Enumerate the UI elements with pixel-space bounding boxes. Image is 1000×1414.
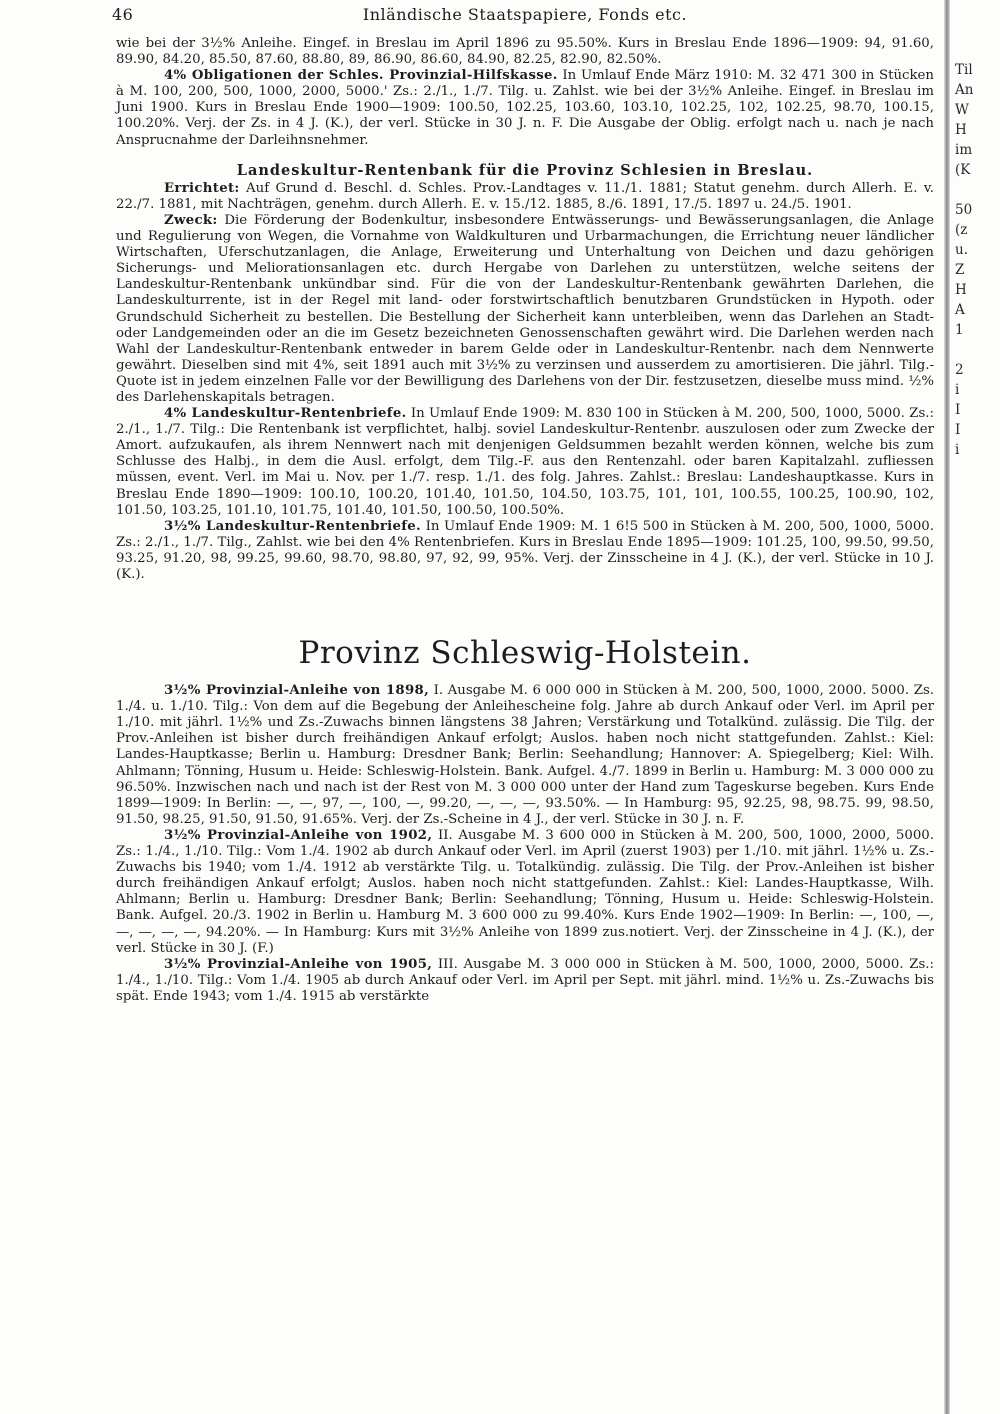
adjacent-page-line: W bbox=[955, 102, 969, 118]
adjacent-page-line: 2 bbox=[955, 362, 964, 378]
adjacent-page-line: i bbox=[955, 382, 960, 398]
zweck-paragraph bbox=[116, 213, 934, 406]
anleihe-1902-paragraph bbox=[116, 828, 934, 957]
adjacent-page-line bbox=[955, 180, 1000, 200]
adjacent-page-line: im bbox=[955, 142, 973, 158]
rentenbriefe-35-text: In Umlauf Ende 1909: M. 1 6!5 500 in Stücken à M. 200, 500, 1000, 5000. Zs.: 2./1., 1./7. Tilg., Zahlst. wie bei den 4% Rentenbriefen. Kurs in Breslau Ende 1895—1909: 101.25, 100, 99.50, 99.50, 93.25, 91.20, 98, 99.25, 99.60, 98.70, 98.80, 97, 92, 99, 95%. Verj. der Zinsscheine in 4 J. (K.), der verl. Stücke in 10 J. (K.). bbox=[116, 518, 934, 582]
zweck-label: Zweck: bbox=[164, 212, 218, 228]
anleihe-1905-paragraph bbox=[116, 957, 934, 1005]
adjacent-page-line: H bbox=[955, 122, 967, 138]
obligationen-paragraph bbox=[116, 68, 934, 148]
rentenbriefe-35-title: 3½% Landeskultur-Rentenbriefe. bbox=[164, 518, 421, 534]
adjacent-page-line: A bbox=[955, 302, 965, 318]
adjacent-page-line: u. bbox=[955, 242, 968, 258]
adjacent-page-line bbox=[955, 340, 1000, 360]
anleihe-1902-title: 3½% Provinzial-Anleihe von 1902, bbox=[164, 827, 433, 843]
adjacent-page-line: 1 bbox=[955, 322, 964, 338]
adjacent-page-line: (z bbox=[955, 222, 968, 238]
landeskultur-heading: Landeskultur-Rentenbank für die Provinz Schlesien in Breslau. bbox=[236, 161, 814, 179]
adjacent-page-line: I bbox=[955, 402, 961, 418]
errichtet-text: Auf Grund d. Beschl. d. Schles. Prov.-Landtages v. 11./1. 1881; Statut genehm. durch Allerh. E. v. 22./7. 1881, mit Nachträgen, genehm. durch Allerh. E. v. 15./12. 1885, 8./6. 1891, 17./5. 1897 u. 24./5. 1901. bbox=[116, 180, 934, 212]
errichtet-label: Errichtet: bbox=[164, 180, 240, 196]
anleihe-1905-text: III. Ausgabe M. 3 000 000 in Stücken à M. 500, 1000, 2000, 5000. Zs.: 1./4., 1./10. Tilg.: Vom 1./4. 1905 ab durch Ankauf oder Verl. im April per Sept. mit jährl. mind. 1½% u. Zs.-Zuwachs bis spät. Ende 1943; vom 1./4. 1915 ab verstärkte bbox=[116, 956, 934, 1004]
anleihe-1898-title: 3½% Provinzial-Anleihe von 1898, bbox=[164, 683, 430, 699]
province-heading: Provinz Schleswig-Holstein. bbox=[298, 635, 752, 672]
adjacent-page-line: H bbox=[955, 282, 967, 298]
adjacent-page-line: i bbox=[955, 442, 960, 458]
adjacent-page-line: 50 bbox=[955, 202, 973, 218]
rentenbriefe-4-paragraph bbox=[116, 406, 934, 519]
adjacent-page-line: I bbox=[955, 422, 961, 438]
adjacent-page-line: An bbox=[955, 82, 974, 98]
rentenbriefe-35-paragraph bbox=[116, 519, 934, 583]
book-gutter bbox=[944, 0, 950, 1414]
adjacent-page-line: (K bbox=[955, 162, 971, 178]
adjacent-page-line: Til bbox=[955, 62, 973, 78]
running-head bbox=[112, 5, 938, 29]
anleihe-1902-text: II. Ausgabe M. 3 600 000 in Stücken à M. 200, 500, 1000, 2000, 5000. Zs.: 1./4., 1./10. Tilg.: Vom 1./4. 1902 ab durch Ankauf oder Verl. im April (zuerst 1903) per 1./10. mit jährl. 1½% u. Zs.-Zuwachs bis 1940; vom 1./4. 1912 ab verstärkte Tilg. u. Totalkündig. zulässig. Die Tilg. der Prov.-Anleihen ist bisher durch freihändigen Ankauf erfolgt; Auslos. haben noch nicht stattgefunden. Zahlst.: Kiel: Landes-Hauptkasse, Wilh. Ahlmann; Berlin u. Hamburg: Dresdner Bank; Berlin: Seehandlung; Tönning, Husum u. Heide: Schleswig-Holstein. Bank. Aufgel. 20./3. 1902 in Berlin u. Hamburg M. 3 600 000 zu 99.40%. Kurs Ende 1902—1909: In Berlin: —, 100, —, —, —, —, —, 94.20%. — In Hamburg: Kurs mit 3½% Anleihe von 1899 zus.notiert. Verj. der Zinsscheine in 4 J. (K.), der verl. Stücke in 30 J. (F.) bbox=[116, 827, 934, 956]
rentenbriefe-4-text: In Umlauf Ende 1909: M. 830 100 in Stücken à M. 200, 500, 1000, 5000. Zs.: 2./1., 1./7. Tilg.: Die Rentenbank ist verpflichtet, halbj. soviel Landeskultur-Rentenbr. auszulosen oder zum Zwecke der Amort. aufzukaufen, als ihrem Nennwert nach mit denjenigen Geldsummen bezahlt werden können, welche bis zum Schlusse des Halbj., in dem die Ausl. erfolgt, dem Tilg.-F. aus den Rentenzahl. oder baren Kapitalzahl. zufliessen müssen, event. Verl. im Mai u. Nov. per 1./7. resp. 1./1. des folg. Jahres. Zahlst.: Breslau: Landeshauptkasse. Kurs in Breslau Ende 1890—1909: 100.10, 100.20, 101.40, 101.50, 104.50, 103.75, 101, 101, 100.55, 100.25, 100.90, 102, 101.50, 103.25, 101.10, 101.75, 101.40, 101.50, 100.50, 100.50%. bbox=[116, 406, 934, 518]
anleihe-1905-title: 3½% Provinzial-Anleihe von 1905, bbox=[164, 956, 433, 972]
adjacent-page-line: Z bbox=[955, 262, 965, 278]
zweck-text: Die Förderung der Bodenkultur, insbesondere Entwässerungs- und Bewässerungsanlagen, die Anlage und Regulierung von Wegen, die Vornahme von Waldkulturen und Urbarmachungen, die Errichtung neuer ländlicher Wirtschaften, Uferschutzanlagen, die Anlage, Erweiterung und Unterhaltung von Deichen und dazu gehörigen Sicherungs- und Meliorationsanlagen etc. durch Hergabe von Darlehen zu unterstützen, welche seitens der Landeskultur-Rentenbank unkündbar sind. Für die von der Landeskultur-Rentenbank gewährten Darlehen, die Landeskulturrente, ist in der Regel mit land- oder forstwirtschaftlich benutzbaren Grundstücken in Hypoth. oder Grundschuld Sicherheit zu bestellen. Die Bestellung der Sicherheit kann unterbleiben, wenn das Darlehen an Stadt- oder Landgemeinden oder an die im Gesetz bezeichneten Genossenschaften gewährt wird. Die Darlehen werden nach Wahl der Landeskultur-Rentenbank entweder in barem Gelde oder in Landeskultur-Rentenbr. nach dem Nennwerte gewährt. Dieselben sind mit 4%, seit 1891 auch mit 3½% zu verzinsen und ausserdem zu amortisieren. Die jährl. Tilg.-Quote ist in jedem einzelnen Falle vor der Bewilligung des Darlehens von der Dir. festzusetzen, dieselbe muss mind. ½% des Darlehenskapitals betragen. bbox=[116, 212, 934, 405]
running-title: Inländische Staatspapiere, Fonds etc. bbox=[362, 5, 688, 24]
errichtet-paragraph bbox=[116, 181, 934, 213]
continued-paragraph: wie bei der 3½% Anleihe. Eingef. in Breslau im April 1896 zu 95.50%. Kurs in Breslau Ende 1896—1909: 94, 91.60, 89.90, 84.20, 85.50, 87.60, 88.80, 89, 86.90, 86.60, 84.90, 82.25, 82.90, 82.50%. bbox=[116, 36, 934, 68]
anleihe-1898-text: I. Ausgabe M. 6 000 000 in Stücken à M. 200, 500, 1000, 2000. 5000. Zs. 1./4. u. 1./10. Tilg.: Von dem auf die Begebung der Anleihescheine folg. Jahre ab durch Ankauf oder Verl. im April per 1./10. mit jährl. 1½% und Zs.-Zuwachs binnen längstens 38 Jahren; Verstärkung und Totalkünd. zulässig. Die Tilg. der Prov.-Anleihen ist bisher durch freihändigen Ankauf erfolgt; Auslos. haben noch nicht stattgefunden. Zahlst.: Kiel: Landes-Hauptkasse; Berlin u. Hamburg: Dresdner Bank; Berlin: Seehandlung; Hannover: A. Spiegelberg; Kiel: Wilh. Ahlmann; Tönning, Husum u. Heide: Schleswig-Holstein. Bank. Aufgel. 4./7. 1899 in Berlin u. Hamburg: M. 3 000 000 zu 96.50%. Inzwischen nach und nach ist der Rest von M. 3 000 000 unter der Hand zum Tageskurse begeben. Kurs Ende 1899—1909: In Berlin: —, —, 97, —, 100, —, 99.20, —, —, —, 93.50%. — In Hamburg: 95, 92.25, 98, 98.75. 99, 98.50, 91.50, 98.25, 91.50, 91.50, 91.65%. Verj. der Zs.-Scheine in 4 J., der verl. Stücke in 30 J. n. F. bbox=[116, 683, 934, 827]
main-column bbox=[116, 36, 934, 1005]
rentenbriefe-4-title: 4% Landeskultur-Rentenbriefe. bbox=[164, 406, 407, 422]
obligationen-text: In Umlauf Ende März 1910: M. 32 471 300 in Stücken à M. 100, 200, 500, 1000, 2000, 5000.' Zs.: 2./1., 1./7. Tilg. u. Zahlst. wie bei der 3½% Anleihe. Eingef. in Breslau im Juni 1900. Kurs in Breslau Ende 1900—1909: 100.50, 102.25, 103.60, 103.10, 102.25, 102, 102.25, 98.70, 100.15, 100.20%. Verj. der Zs. in 4 J. (K.), der verl. Stücke in 30 J. n. F. Die Ausgabe der Oblig. erfolgt nach u. nach je nach Ansprucnahme der Darleihnsnehmer. bbox=[116, 68, 934, 148]
page-number: 46 bbox=[112, 5, 134, 24]
adjacent-page-fragment bbox=[955, 60, 1000, 460]
obligationen-title: 4% Obligationen der Schles. Provinzial-Hilfskasse. bbox=[164, 68, 558, 84]
anleihe-1898-paragraph bbox=[116, 683, 934, 828]
